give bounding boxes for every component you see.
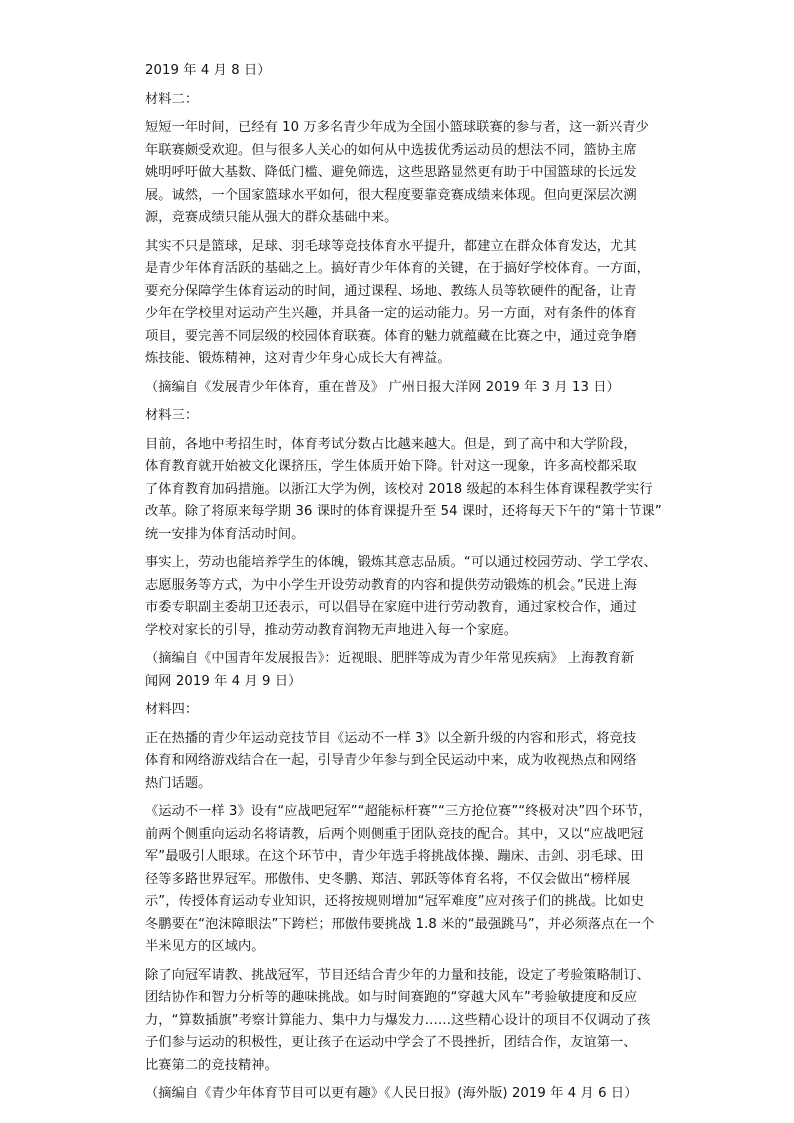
text-line: （摘编自《发展青少年体育，重在普及》 广州日报大洋网 2019 年 3 月 13 日） — [145, 379, 620, 395]
paragraph — [145, 801, 685, 959]
paragraph — [145, 434, 685, 547]
text-line: 了体育教育加码措施。以浙江大学为例，该校对 2018 级起的本科生体育课程教学实行 — [145, 481, 653, 497]
section-heading — [145, 89, 685, 112]
text-line: （摘编自《青少年体育节目可以更有趣》《人民日报》(海外版) 2019 年 4 月 6 日） — [145, 1086, 638, 1101]
text-line: 要充分保障学生体育运动的时间，通过课程、场地、教练人员等软硬件的配备，让青 — [145, 283, 637, 299]
source-citation — [145, 1083, 685, 1106]
text-line: 材料三： — [145, 408, 199, 423]
text-line: 其实不只是篮球，足球、羽毛球等竞技体育水平提升，都建立在群众体育发达，尤其 — [145, 238, 637, 254]
text-line: 材料四： — [145, 702, 199, 717]
text-line: 军”最吸引人眼球。在这个环节中，青少年选手将挑战体操、蹦床、击剑、羽毛球、田 — [145, 849, 644, 864]
source-citation — [145, 377, 685, 400]
section-heading — [145, 699, 685, 722]
text-line: 是青少年体育活跃的基础之上。搞好青少年体育的关键，在于搞好学校体育。一方面， — [145, 261, 650, 276]
paragraph — [145, 117, 685, 230]
text-line: 体育和网络游戏结合在一起，引导青少年参与到全民运动中来，成为收视热点和网络 — [145, 753, 637, 768]
text-line: 志愿服务等方式，为中小学生开设劳动教育的内容和提供劳动锻炼的机会。”民进上海 — [145, 577, 637, 593]
text-line: 短短一年时间，已经有 10 万多名青少年成为全国小篮球联赛的参与者，这一新兴青少 — [145, 120, 649, 135]
text-line: 事实上，劳动也能培养学生的体魄，锻炼其意志品质。“可以通过校园劳动、学工学农、 — [145, 555, 657, 570]
text-line: 年联赛颇受欢迎。但与很多人关心的如何从中选拔优秀运动员的想法不同，篮协主席 — [145, 142, 637, 158]
text-line: 团结协作和智力分析等的趣味挑战。如与时间赛跑的“穿越大风车”考验敏捷度和反应 — [145, 990, 638, 1005]
section-heading — [145, 405, 685, 428]
text-line: 2019 年 4 月 8 日） — [145, 63, 271, 78]
paragraph — [145, 236, 685, 371]
text-line: 材料二： — [145, 91, 199, 107]
text-line: 冬鹏要在“泡沫障眼法”下跨栏；邢傲伟要挑战 1.8 米的“最强跳马”，并必须落点在一个 — [145, 916, 655, 932]
source-citation — [145, 60, 685, 83]
text-line: 学校对家长的引导，推动劳动教育润物无声地进入每一个家庭。 — [145, 622, 518, 638]
text-line: 热门话题。 — [145, 775, 212, 791]
text-line: 改革。除了将原来每学期 36 课时的体育课提升至 54 课时，还将每天下午的“第十节课” — [145, 504, 662, 519]
text-line: 子们参与运动的积极性，更让孩子在运动中学会了不畏挫折，团结合作，友谊第一、 — [145, 1035, 637, 1050]
text-line: 目前，各地中考招生时，体育考试分数占比越来越大。但是，到了高中和大学阶段， — [145, 436, 637, 452]
text-line: 市委专职副主委胡卫还表示，可以倡导在家庭中进行劳动教育，通过家校合作，通过 — [145, 600, 637, 615]
text-line: 半米见方的区域内。 — [145, 939, 265, 954]
text-line: 展。诚然，一个国家篮球水平如何，很大程度要靠竞赛成绩来体现。但向更深层次溯 — [145, 187, 637, 203]
paragraph — [145, 728, 685, 796]
source-citation — [145, 648, 685, 693]
text-line: 力，“算数插旗”考察计算能力、集中力与爆发力……这些精心设计的项目不仅调动了孩 — [145, 1012, 651, 1028]
text-line: 除了向冠军请教、挑战冠军，节目还结合青少年的力量和技能，设定了考验策略制订、 — [145, 967, 650, 983]
text-line: 前两个侧重向运动名将请教，后两个则侧重于团队竞技的配合。其中，又以“应战吧冠 — [145, 826, 644, 842]
text-line: 正在热播的青少年运动竞技节目《运动不一样 3》以全新升级的内容和形式，将竞技 — [145, 730, 637, 746]
text-line: 项目，要完善不同层级的校园体育联赛。体育的魅力就蕴藏在比赛之中，通过竞争磨 — [145, 328, 637, 344]
paragraph — [145, 552, 685, 642]
text-line: （摘编自《中国青年发展报告》：近视眼、肥胖等成为青少年常见疾病》 上海教育新 — [145, 651, 635, 666]
text-line: 比赛第二的竞技精神。 — [145, 1057, 278, 1073]
text-line: 姚明呼吁做大基数、降低门槛、避免筛选，这些思路显然更有助于中国篮球的长远发 — [145, 165, 637, 180]
text-line: 闻网 2019 年 4 月 9 日） — [145, 673, 302, 689]
text-line: 源，竞赛成绩只能从强大的群众基础中来。 — [145, 210, 398, 225]
text-line: 统一安排为体育活动时间。 — [145, 526, 305, 542]
text-line: 炼技能、锻炼精神，这对青少年身心成长大有裨益。 — [145, 351, 451, 366]
text-line: 示”，传授体育运动专业知识，还将按规则增加“冠军难度”应对孩子们的挑战。比如史 — [145, 894, 645, 909]
text-line: 径等多路世界冠军。邢傲伟、史冬鹏、郑洁、郭跃等体育名将，不仅会做出“榜样展 — [145, 871, 631, 887]
document-page — [145, 60, 685, 1112]
text-line: 少年在学校里对运动产生兴趣，并具备一定的运动能力。另一方面，对有条件的体育 — [145, 306, 637, 321]
text-line: 体育教育就开始被文化课挤压，学生体质开始下降。针对这一现象，许多高校都采取 — [145, 459, 637, 474]
text-line: 《运动不一样 3》设有“应战吧冠军”“超能标杆赛”“三方抢位赛”“终极对决”四个环节， — [145, 804, 652, 819]
paragraph — [145, 965, 685, 1078]
